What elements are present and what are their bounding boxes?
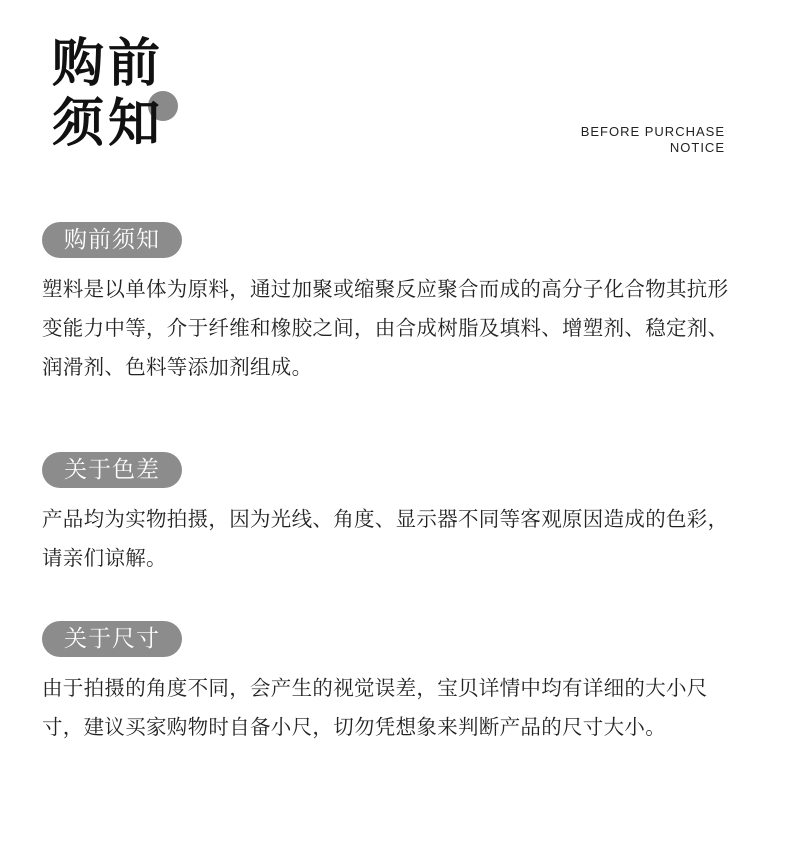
section-heading-color-difference: 关于色差	[42, 452, 182, 488]
page-subtitle-en	[505, 124, 725, 156]
page-header	[0, 0, 790, 200]
section-body-color-difference: 产品均为实物拍摄，因为光线、角度、显示器不同等客观原因造成的色彩，请亲们谅解。	[42, 507, 729, 570]
section-body-purchase-notice: 塑料是以单体为原料，通过加聚或缩聚反应聚合而成的高分子化合物其抗形变能力中等，介于纤维和橡胶之间，由合成树脂及填料、增塑剂、稳定剂、润滑剂、色料等添加剂组成。	[42, 277, 729, 379]
section-size	[42, 621, 748, 747]
section-color-difference	[42, 452, 748, 578]
subtitle-line-1: BEFORE PURCHASE	[580, 124, 725, 139]
page-title	[52, 34, 192, 154]
section-heading-size: 关于尺寸	[42, 621, 182, 657]
section-purchase-notice	[42, 222, 748, 387]
section-body-size: 由于拍摄的角度不同，会产生的视觉误差，宝贝详情中均有详细的大小尺寸，建议买家购物时自备小尺，切勿凭想象来判断产品的尺寸大小。	[42, 676, 708, 739]
section-heading-purchase-notice: 购前须知	[42, 222, 182, 258]
subtitle-line-2: NOTICE	[669, 140, 725, 155]
page-title-text: 购前 须知	[52, 34, 165, 154]
